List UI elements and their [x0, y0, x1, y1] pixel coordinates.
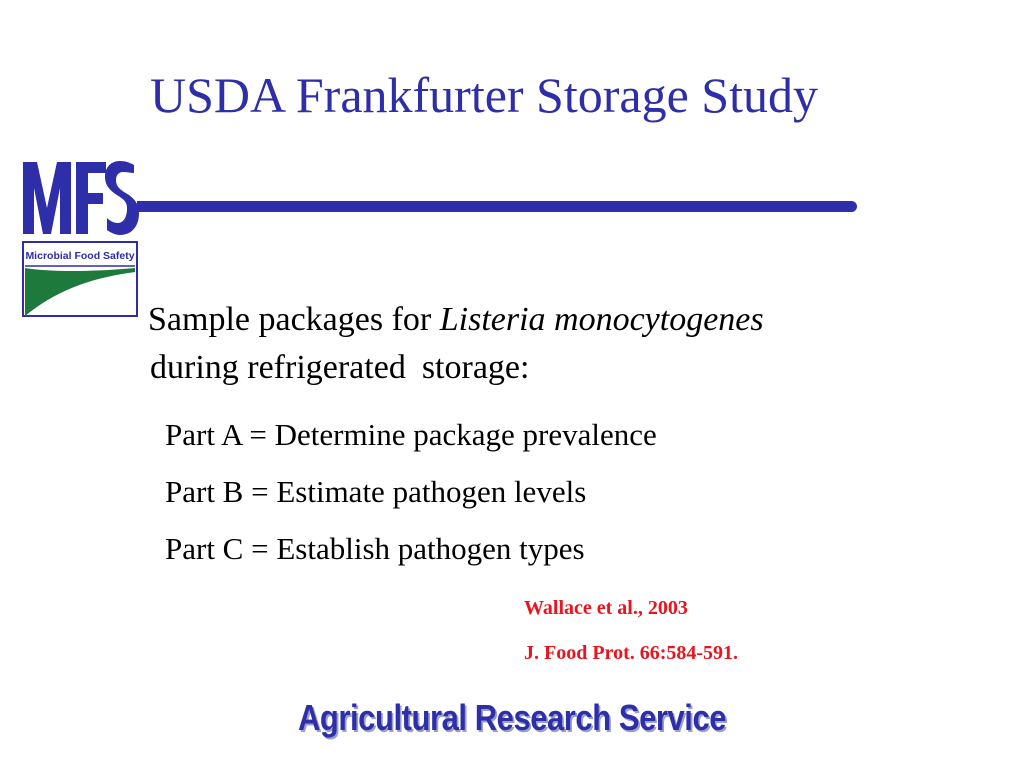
title-underline-rule: [137, 201, 857, 212]
intro-line2-part2: storage: [421, 349, 521, 386]
logo-subtitle: Microbial Food Safety: [25, 250, 135, 262]
mfs-logo: [21, 160, 141, 320]
slide-title: USDA Frankfurter Storage Study: [150, 67, 818, 123]
organism-name: Listeria monocytogenes: [439, 301, 764, 338]
intro-line-2: [148, 344, 764, 392]
part-c-text: Part C = Establish pathogen types: [165, 531, 585, 566]
footer-organization: Agricultural Research Service: [297, 697, 727, 738]
intro-line2-part1: during refrigerated: [150, 349, 406, 386]
intro-text: [148, 296, 764, 392]
intro-colon: :: [520, 349, 530, 386]
part-b-text: Part B = Estimate pathogen levels: [165, 474, 587, 509]
intro-text-before: Sample packages for: [148, 301, 432, 338]
mfs-logo-graphic: [21, 160, 141, 320]
reference-authors: Wallace et al., 2003: [524, 597, 688, 619]
reference-journal: J. Food Prot. 66:584-591.: [524, 642, 739, 664]
part-a-text: Part A = Determine package prevalence: [165, 417, 657, 452]
